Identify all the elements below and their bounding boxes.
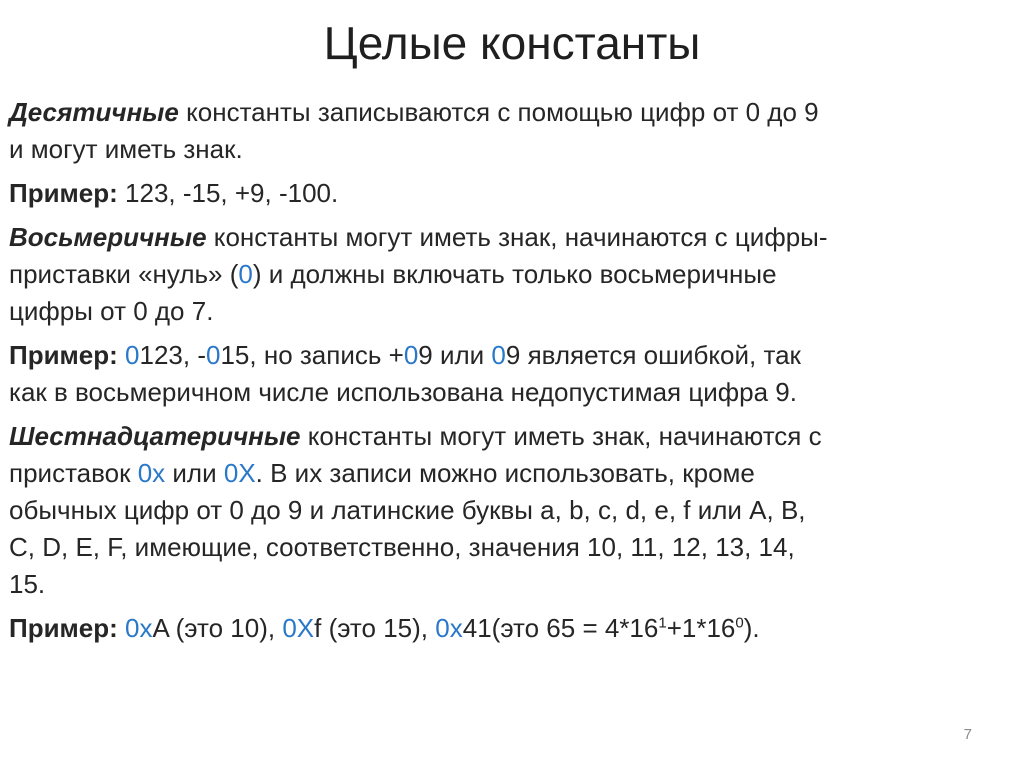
octal-example-text: 9 или [418,340,492,370]
exponent: 0 [735,614,744,632]
decimal-text-2: и могут иметь знак. [9,134,243,164]
hex-prefix-highlight: 0X [282,613,315,643]
hex-prefix-highlight: 0X [223,458,256,488]
octal-example-text: 9 является ошибкой, так [505,340,801,370]
octal-prefix-highlight: 0 [125,340,140,370]
octal-example-text: 15, но запись + [220,340,404,370]
slide-body [9,94,1009,654]
term-hex: Шестнадцатеричные [9,421,301,451]
example-label: Пример: [9,340,118,370]
example-label: Пример: [9,613,118,643]
slide-title: Целые константы [323,17,701,69]
octal-text-2a: приставки «нуль» ( [9,259,239,289]
octal-prefix-highlight: 0 [206,340,221,370]
term-decimal: Десятичные [9,97,179,127]
octal-text-3: цифры от 0 до 7. [9,296,214,326]
octal-prefix-highlight: 0 [491,340,506,370]
octal-text-1: константы могут иметь знак, начинаются с цифры- [206,222,828,252]
octal-example-line-2: как в восьмеричном числе использована недопустимая цифра 9. [9,377,797,407]
hex-example-text: A (это 10), [152,613,283,643]
exponent: 1 [658,614,667,632]
hex-text-4: C, D, E, F, имеющие, соответственно, значения 10, 11, 12, 13, 14, [9,532,795,562]
hex-text-3: обычных цифр от 0 до 9 и латинские буквы a, b, c, d, e, f или A, B, [9,495,806,525]
decimal-example-text: 123, -15, +9, -100. [117,178,339,208]
space [118,613,125,643]
hex-text-2a: приставок [9,458,138,488]
term-octal: Восьмеричные [9,222,207,252]
hex-text-2b: или [165,458,224,488]
space [118,340,125,370]
octal-example-text: 123, - [139,340,206,370]
hex-text-5: 15. [9,569,46,599]
paragraph-octal-example [9,337,1009,411]
hex-example-text: +1*16 [666,613,736,643]
example-label: Пример: [9,178,118,208]
hex-text-1: константы могут иметь знак, начинаются с [300,421,822,451]
octal-zero-highlight: 0 [238,259,253,289]
hex-text-2c: . В их записи можно использовать, кроме [255,458,755,488]
paragraph-decimal-example [9,175,1009,212]
hex-example-text: 41(это 65 = 4*16 [462,613,659,643]
hex-prefix-highlight: 0x [125,613,153,643]
hex-example-text: f (это 15), [314,613,436,643]
octal-prefix-highlight: 0 [403,340,419,370]
hex-prefix-highlight: 0x [435,613,463,643]
paragraph-hex-example [9,610,1009,647]
octal-text-2b: ) и должны включать только восьмеричные [252,259,777,289]
paragraph-octal [9,219,1009,330]
hex-example-text: ). [743,613,760,643]
page-number: 7 [963,726,972,743]
paragraph-hex [9,418,1009,603]
hex-prefix-highlight: 0x [137,458,166,488]
decimal-text-1: константы записываются с помощью цифр от 0 до 9 [178,97,819,127]
paragraph-decimal [9,94,1009,168]
